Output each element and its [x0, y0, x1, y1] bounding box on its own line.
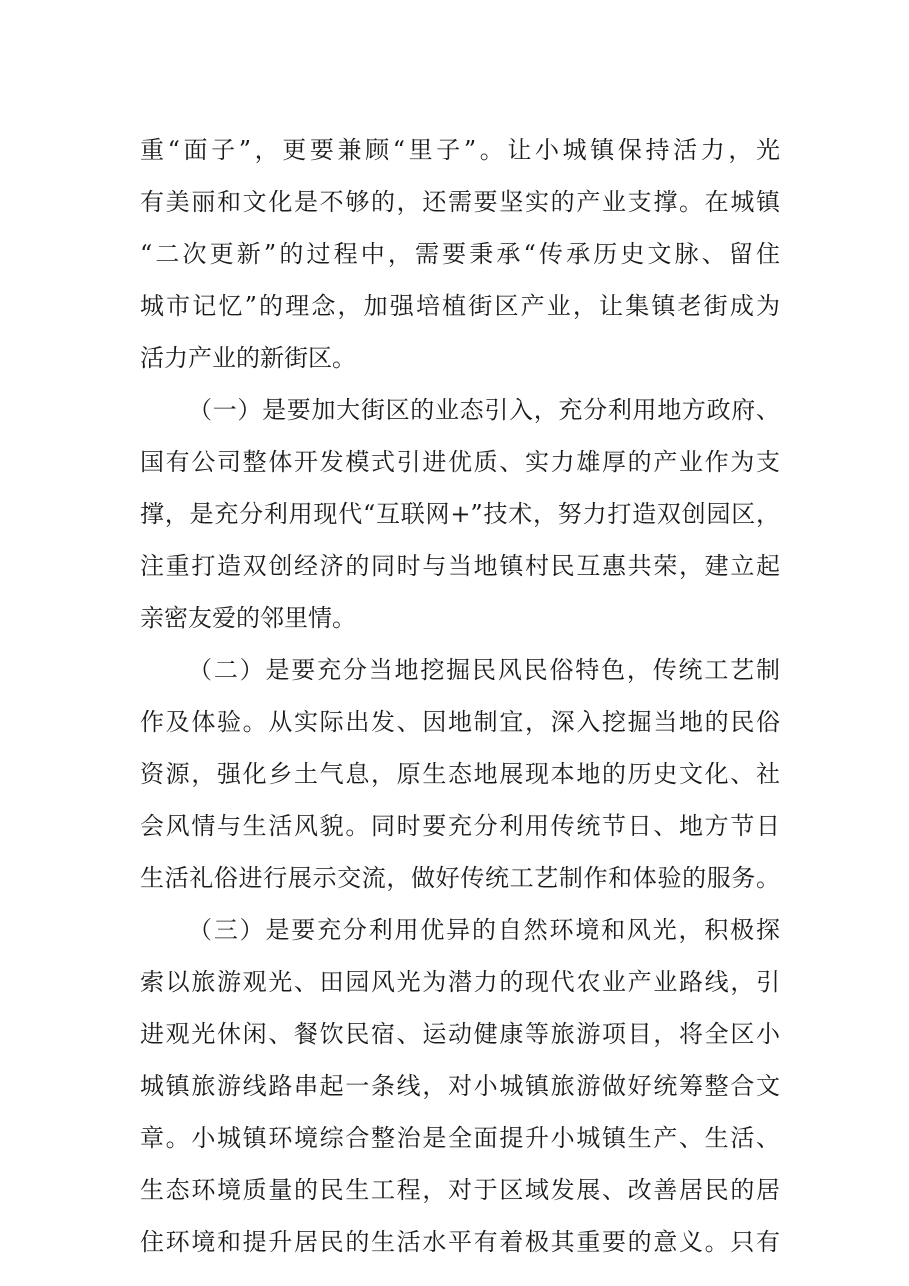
text-line: 活力产业的新街区。: [140, 344, 356, 372]
text-line: 进观光休闲、餐饮民宿、运动健康等旅游项目，将全区小: [140, 1020, 780, 1048]
text-line: 会风情与生活风貌。同时要充分利用传统节日、地方节日: [140, 812, 780, 840]
text-line: 重“面子”，更要兼顾“里子”。让小城镇保持活力，光: [140, 136, 780, 164]
text-line: 生态环境质量的民生工程，对于区域发展、改善居民的居: [140, 1176, 780, 1204]
text-line: 住环境和提升居民的生活水平有着极其重要的意义。只有: [140, 1228, 780, 1256]
text-line: 章。小城镇环境综合整治是全面提升小城镇生产、生活、: [140, 1124, 780, 1152]
paragraph-first-line: （三）是要充分利用优异的自然环境和风光，积极探: [188, 916, 780, 944]
text-line: 作及体验。从实际出发、因地制宜，深入挖掘当地的民俗: [140, 708, 780, 736]
text-line: 城镇旅游线路串起一条线，对小城镇旅游做好统筹整合文: [140, 1072, 780, 1100]
text-line: 生活礼俗进行展示交流，做好传统工艺制作和体验的服务。: [140, 864, 780, 892]
text-line: 注重打造双创经济的同时与当地镇村民互惠共荣，建立起: [140, 552, 780, 580]
text-line: 有美丽和文化是不够的，还需要坚实的产业支撑。在城镇: [140, 188, 780, 216]
text-line: 撑，是充分利用现代“互联网+”技术，努力打造双创园区，: [140, 500, 780, 528]
document-body: [140, 124, 780, 1268]
paragraph-first-line: （二）是要充分当地挖掘民风民俗特色，传统工艺制: [188, 656, 780, 684]
text-line: “二次更新”的过程中，需要秉承“传承历史文脉、留住: [140, 240, 780, 268]
text-line: 资源，强化乡土气息，原生态地展现本地的历史文化、社: [140, 760, 780, 788]
text-line: 索以旅游观光、田园风光为潜力的现代农业产业路线，引: [140, 968, 780, 996]
text-line: 国有公司整体开发模式引进优质、实力雄厚的产业作为支: [140, 448, 780, 476]
text-line: 亲密友爱的邻里情。: [140, 604, 356, 632]
paragraph-first-line: （一）是要加大街区的业态引入，充分利用地方政府、: [188, 396, 780, 424]
text-line: 城市记忆”的理念，加强培植街区产业，让集镇老街成为: [140, 292, 780, 320]
